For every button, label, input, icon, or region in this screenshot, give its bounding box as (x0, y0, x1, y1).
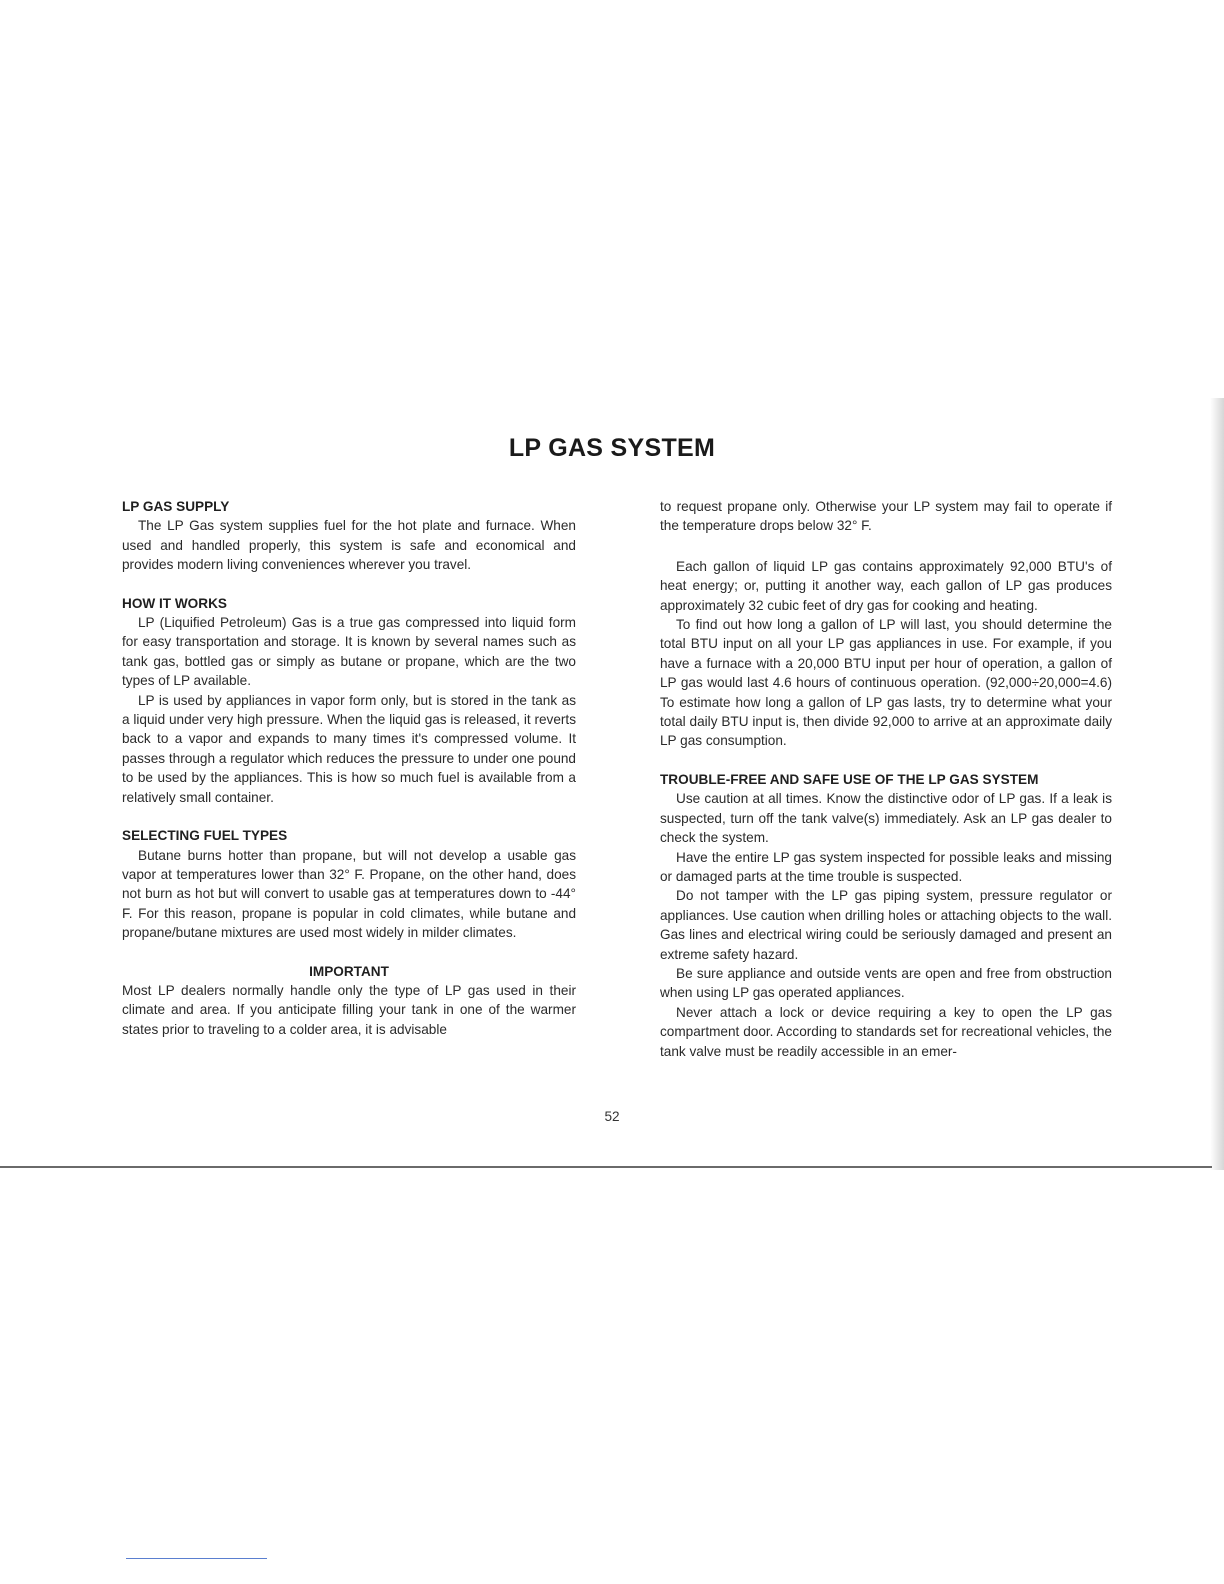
right-column (660, 497, 1112, 1061)
page-bottom-edge (0, 1166, 1212, 1168)
scan-artifact-line (126, 1558, 267, 1559)
spacer (122, 575, 576, 594)
spacer (122, 807, 576, 826)
spacer (660, 536, 1112, 555)
page-edge-shadow (1210, 398, 1224, 1170)
section-heading-safe-use: TROUBLE-FREE AND SAFE USE OF THE LP GAS SYSTEM (660, 771, 1039, 787)
paragraph-selecting-fuel-types: Butane burns hotter than propane, but will not develop a usable gas vapor at temperatures lower than 32° F. Propane, on the other hand, does not burn as hot but will convert to usable gas at temperatures down to -44° F. For this reason, propane is popular in cold climates, while butane and propane/butane mixtures are used most widely in milder climates. (122, 847, 576, 941)
paragraph-how-it-works-1: LP (Liquified Petroleum) Gas is a true gas compressed into liquid form for easy transportation and storage. It is known by several names such as tank gas, bottled gas or simply as butane or propane, which are the two types of LP available. (122, 615, 576, 689)
paragraph-safe-use-1: Use caution at all times. Know the distinctive odor of LP gas. If a leak is suspected, turn off the tank valve(s) immediately. Ask an LP gas dealer to check the system. (660, 791, 1112, 846)
spacer (660, 751, 1112, 770)
paragraph-important: Most LP dealers normally handle only the type of LP gas used in their climate and area. If you anticipate filling your tank in one of the warmer states prior to traveling to a colder area, it is advisable (122, 982, 576, 1037)
paragraph-how-it-works-2: LP is used by appliances in vapor form only, but is stored in the tank as a liquid under very high pressure. When the liquid gas is released, it reverts back to a vapor and expands to many times it's compressed volume. It passes through a regulator which reduces the pressure to under one pound to be used by the appliances. This is how so much fuel is available from a relatively small container. (122, 692, 576, 805)
paragraph-important-continued: to request propane only. Otherwise your LP system may fail to operate if the temperature drops below 32° F. (660, 499, 1112, 534)
page-title: LP GAS SYSTEM (508, 434, 716, 462)
section-heading-lp-gas-supply: LP GAS SUPPLY (122, 499, 230, 514)
paragraph-safe-use-5: Never attach a lock or device requiring a key to open the LP gas compartment door. According to standards set for recreational vehicles, the tank valve must be readily accessible in an emer- (660, 1004, 1112, 1059)
section-heading-important: IMPORTANT (309, 963, 389, 979)
paragraph-lp-gas-supply: The LP Gas system supplies fuel for the hot plate and furnace. When used and handled properly, this system is safe and economical and provides modern living conveniences wherever you travel. (122, 518, 576, 573)
section-heading-selecting-fuel-types: SELECTING FUEL TYPES (122, 828, 288, 844)
paragraph-btu-content: Each gallon of liquid LP gas contains approximately 92,000 BTU's of heat energy; or, putting it another way, each gallon of LP gas produces approximately 32 cubic feet of dry gas for cooking and heating. (660, 558, 1112, 613)
paragraph-safe-use-2: Have the entire LP gas system inspected for possible leaks and missing or damaged parts at the time trouble is suspected. (660, 849, 1112, 884)
left-column (122, 497, 576, 1039)
paragraph-safe-use-4: Be sure appliance and outside vents are open and free from obstruction when using LP gas operated appliances. (660, 965, 1112, 1001)
paragraph-btu-calculation: To find out how long a gallon of LP will last, you should determine the total BTU input on all your LP gas appliances in use. For example, if you have a furnace with a 20,000 BTU input per hour of operation, a gallon of LP gas would last 4.6 hours of continuous operation. (92,000÷20,000=4.6) To estimate how long a gallon of LP gas lasts, try to determine what your total daily BTU input is, then divide 92,000 to arrive at an approximate daily LP gas consumption. (660, 617, 1112, 749)
spacer (122, 943, 576, 962)
section-heading-how-it-works: HOW IT WORKS (122, 595, 227, 611)
page-number: 52 (604, 1109, 620, 1124)
paragraph-safe-use-3: Do not tamper with the LP gas piping system, pressure regulator or appliances. Use caution when drilling holes or attaching objects to the wall. Gas lines and electrical wiring could be seriously damaged and present an extreme safety hazard. (660, 888, 1112, 962)
